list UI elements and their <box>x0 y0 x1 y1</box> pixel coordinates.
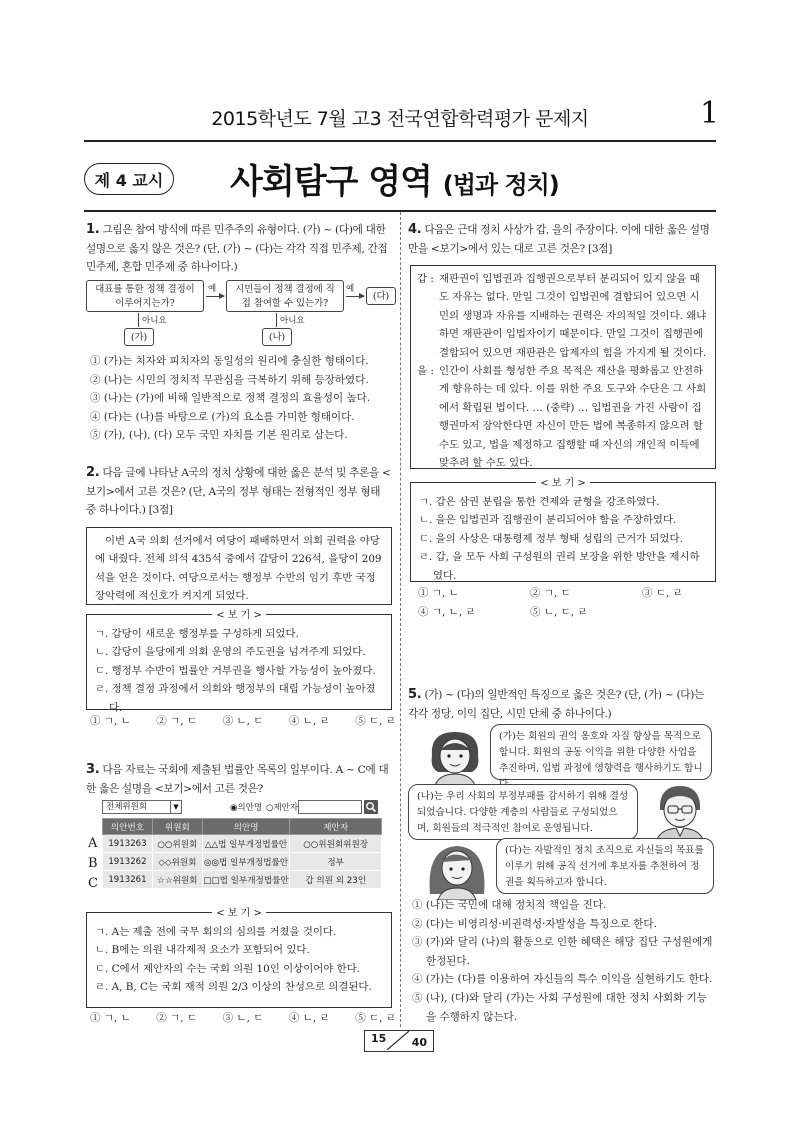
search-input[interactable] <box>298 800 362 814</box>
q4-eul-text: 인간이 사회를 형성한 주요 목적은 재산을 평화롭고 안전하게 향유하는 데 있다. 이를 위한 주요 도구와 수단은 그 사회에서 확립된 법이다. … (중략) … 입법권을 가진 사람이 집행권마저 장악한다면 자신이 만든 법에 복종하지 않으려 할 수도 있고, 법을 제정하고 집행할 때 자신의 개인적 이득에 맞추려 할 수도 있다. <box>439 365 707 470</box>
q3-bogi-title: < 보 기 > <box>87 905 391 923</box>
row-label-b: B <box>88 856 98 871</box>
q5-text: (가) ~ (다)의 일반적인 특징으로 옳은 것은? (단, (가) ~ (다)는 각각 정당, 이익 집단, 시민 단체 중 하나이다.) <box>408 689 704 720</box>
radio-proposer[interactable]: ○제안자 <box>266 803 299 813</box>
q3-bogi-item: ㄴ. B에는 의원 내각제적 요소가 포함되어 있다. <box>95 944 310 957</box>
q2-answer-4[interactable]: ④ ㄴ, ㄹ <box>288 715 330 727</box>
magnifier-icon <box>364 800 378 814</box>
q2-bogi-title: < 보 기 > <box>87 607 391 625</box>
table-cell: 정부 <box>290 853 382 871</box>
flow-result-da: (다) <box>366 287 396 305</box>
flow-label-yes2: 예 <box>346 284 355 294</box>
q4-bogi-item: ㄴ. 을은 입법권과 집행권이 분리되어야 함을 주장하였다. <box>419 514 677 527</box>
q4-bogi-item: ㄹ. 갑, 을 모두 사회 구성원의 권리 보장을 위한 방안을 제시하였다. <box>419 551 700 582</box>
q4-passage-box <box>410 265 716 469</box>
col-header: 의안번호 <box>103 819 153 835</box>
flow-down-line1 <box>138 313 139 327</box>
q2-answer-1[interactable]: ① ㄱ, ㄴ <box>90 715 131 727</box>
table-cell: 1913262 <box>103 853 153 871</box>
q4-number: 4. <box>408 222 422 237</box>
speech-bubble-da: (다)는 자발적인 정치 조직으로 자신들의 목표를 이루기 위해 공직 선거에 후보자를 추천하여 정권을 획득하고자 합니다. <box>496 838 714 894</box>
q4-gap-text: 재판권이 입법권과 집행권으로부터 분리되어 있지 않을 때도 자유는 없다. 만일 그것이 입법권에 결합되어 있으면 시민의 생명과 자유를 지배하는 권력은 자의적일 것이다. 왜냐하면 재판관이 입법자이기 때문이다. 만일 그것이 집행권에 결합되어 있으면 재판관은 압제자의 힘을 가지게 될 것이다. <box>439 273 707 359</box>
q5-option-5[interactable]: ⑤ (나), (다)와 달리 (가)는 사회 구성원에 대한 정치 사회화 기능을 수행하지 않는다. <box>412 991 707 1023</box>
table-cell: □□법 일부개정법률안 <box>202 871 290 889</box>
q4-answer-1[interactable]: ① ㄱ, ㄴ <box>418 587 459 599</box>
subject-sub: (법과 정치) <box>442 171 559 199</box>
q1-text: 그림은 참여 방식에 따른 민주주의 유형이다. (가) ~ (다)에 대한 설명으로 옳지 않은 것은? (단, (가) ~ (다)는 각각 직접 민주제, 간접 민주제, 혼합 민주제 중 하나이다.) <box>86 224 388 274</box>
q2-passage: 이번 A국 의회 선거에서 여당이 패배하면서 의회 권력을 야당에 내줬다. 전체 의석 435석 중에서 갑당이 226석, 을당이 209석을 얻은 것이다. 여당으로서는 행정부 수반의 임기 후반 국정 장악력에 적신호가 켜지게 되었다. <box>86 527 392 605</box>
q5-option-1[interactable]: ① (나)는 국민에 대해 정치적 책임을 진다. <box>412 899 607 911</box>
flow-box-representative: 대표를 통한 정책 결정이 이루어지는가? <box>86 280 204 312</box>
column-divider <box>400 212 401 1027</box>
q3-stem <box>86 761 392 798</box>
q4-answer-2[interactable]: ② ㄱ, ㄷ <box>530 587 571 599</box>
table-cell: ◎◎법 일부개정법률안 <box>202 853 290 871</box>
q4-answer-5[interactable]: ⑤ ㄴ, ㄷ, ㄹ <box>530 605 588 618</box>
row-label-c: C <box>88 876 98 891</box>
page-current: 15 <box>371 1032 387 1045</box>
col-header: 위원회 <box>152 819 202 835</box>
speech-bubble-na: (나)는 우리 사회의 부정부패를 감시하기 위해 결성되었습니다. 다양한 계층의 사람들로 구성되었으며, 회원들의 적극적인 참여로 운영됩니다. <box>408 784 638 840</box>
q4-answer-4[interactable]: ④ ㄱ, ㄴ, ㄹ <box>418 605 476 618</box>
subject-main: 사회탐구 영역 <box>230 162 432 202</box>
flow-box-direct: 시민들이 정책 결정에 직접 참여할 수 있는가? <box>226 280 344 312</box>
flow-label-yes1: 예 <box>208 284 217 294</box>
table-header-row <box>103 819 382 835</box>
exam-title: 2015학년도 7월 고3 전국연합학력평가 문제지 <box>211 108 589 130</box>
header-rule <box>84 140 716 142</box>
flow-label-no2: 아니요 <box>280 316 305 326</box>
q1-options <box>90 352 396 445</box>
q5-option-2[interactable]: ② (다)는 비영리성·비권력성·자발성을 특징으로 한다. <box>412 917 657 930</box>
q4-bogi-title: < 보 기 > <box>411 475 715 493</box>
q1-number: 1. <box>86 222 100 237</box>
q4-answers <box>418 584 718 621</box>
table-row[interactable] <box>103 853 382 871</box>
table-cell: 갑 의원 외 23인 <box>290 871 382 889</box>
table-cell: 1913263 <box>103 835 153 853</box>
q2-bogi-box <box>86 610 392 714</box>
q1-stem <box>86 221 392 277</box>
q3-answer-3[interactable]: ③ ㄴ, ㄷ <box>222 1012 264 1024</box>
q3-text: 다음 자료는 국회에 제출된 법률안 목록의 일부이다. A ~ C에 대한 옳은 설명을 <보기>에서 고른 것은? <box>86 764 389 795</box>
table-row[interactable] <box>103 835 382 853</box>
flow-arrow-yes1 <box>206 296 224 297</box>
q4-bogi-box <box>410 478 716 582</box>
page-counter <box>364 1030 434 1052</box>
q4-text: 다음은 근대 정치 사상가 갑, 을의 주장이다. 이에 대한 옳은 설명만을 <보기>에서 있는 대로 고른 것은? [3점] <box>408 224 710 255</box>
q3-bogi-item: ㄱ. A는 제출 전에 국무 회의의 심의를 거쳤을 것이다. <box>95 926 337 938</box>
col-header: 제안자 <box>290 819 382 835</box>
q2-answer-2[interactable]: ② ㄱ, ㄷ <box>156 715 198 727</box>
q1-option-3[interactable]: ③ (나)는 (가)에 비해 일반적으로 정책 결정의 효율성이 높다. <box>90 392 371 405</box>
table-cell: △△법 일부개정법률안 <box>202 835 290 853</box>
q5-stem <box>408 686 716 723</box>
q2-answers <box>90 712 396 731</box>
table-cell: ☆☆위원회 <box>152 871 202 889</box>
radio-bill-name[interactable]: ◉의안명 <box>230 803 263 813</box>
q2-answer-5[interactable]: ⑤ ㄷ, ㄹ <box>355 715 396 727</box>
q2-number: 2. <box>86 465 100 480</box>
flow-down-line2 <box>276 313 277 327</box>
q3-bill-table <box>102 818 382 889</box>
flow-label-no1: 아니요 <box>142 316 167 326</box>
q4-gap-statement <box>417 270 709 362</box>
q5-number: 5. <box>408 687 422 702</box>
q3-bogi-box <box>86 908 392 1008</box>
table-cell: 1913261 <box>103 871 153 889</box>
table-cell: ○○위원회 <box>152 835 202 853</box>
q3-toolbar <box>102 800 378 816</box>
search-button[interactable] <box>364 800 378 814</box>
row-label-a: A <box>88 836 98 851</box>
q5-option-3[interactable]: ③ (가)와 달리 (나)의 활동으로 인한 혜택은 해당 집단 구성원에게 한정된다. <box>412 936 713 967</box>
flow-result-ga: (가) <box>124 328 154 346</box>
q2-bogi-item: ㄷ. 행정부 수반이 법률안 거부권을 행사할 가능성이 높아졌다. <box>95 664 376 677</box>
q2-answer-3[interactable]: ③ ㄴ, ㄷ <box>222 715 264 727</box>
q1-flowchart <box>86 280 396 350</box>
q5-option-4[interactable]: ④ (가)는 (다)를 이용하여 자신들의 특수 이익을 실현하기도 한다. <box>412 973 713 986</box>
q3-answer-2[interactable]: ② ㄱ, ㄷ <box>156 1012 198 1024</box>
q2-text: 다음 글에 나타난 A국의 정치 상황에 대한 옳은 분석 및 추론을 <보기>에서 고른 것은? (단, A국의 정부 형태는 전형적인 정부 형태 중 하나이다.) [3점] <box>86 467 391 517</box>
speech-bubble-ga: (가)는 회원의 권익 옹호와 자질 향상을 목적으로 합니다. 회원의 공동 이익을 위한 다양한 사업을 추진하며, 입법 과정에 영향력을 행사하기도 합니 <box>490 724 712 780</box>
q1-option-4[interactable]: ④ (다)는 (나)를 바탕으로 (가)의 요소를 가미한 형태이다. <box>90 410 355 423</box>
committee-select-value: 전체위원회 <box>106 802 148 812</box>
q3-bogi-item: ㄷ. C에서 제안자의 수는 국회 의원 10인 이상이어야 한다. <box>95 962 360 975</box>
page-number: 1 <box>700 96 720 131</box>
q3-answer-4[interactable]: ④ ㄴ, ㄹ <box>288 1012 330 1024</box>
q3-number: 3. <box>86 762 100 777</box>
q4-answer-3[interactable]: ③ ㄷ, ㄹ <box>642 587 683 599</box>
q5-options <box>412 896 716 1026</box>
woman-avatar-icon <box>422 726 488 788</box>
q3-bogi-item: ㄹ. A, B, C는 국회 재적 의원 2/3 이상의 찬성으로 의결된다. <box>95 981 372 994</box>
q3-answer-5[interactable]: ⑤ ㄷ, ㄹ <box>355 1012 396 1024</box>
table-row[interactable] <box>103 871 382 889</box>
q1-option-5[interactable]: ⑤ (가), (나), (다) 모두 국민 자치를 기본 원리로 삼는다. <box>90 429 348 442</box>
girl-avatar-icon <box>422 838 492 900</box>
q3-answer-1[interactable]: ① ㄱ, ㄴ <box>90 1012 131 1024</box>
q2-stem <box>86 464 392 520</box>
q2-bogi-item: ㄱ. 갑당이 새로운 행정부를 구성하게 되었다. <box>95 628 299 640</box>
flow-arrow-yes2 <box>346 296 364 297</box>
q4-eul-statement <box>417 362 709 472</box>
table-cell: ◇◇위원회 <box>152 853 202 871</box>
q2-bogi-item: ㄹ. 정책 결정 과정에서 의회와 행정부의 대립 가능성이 높아졌다. <box>95 683 376 714</box>
subject-title <box>230 154 559 203</box>
flow-result-na: (나) <box>262 328 292 346</box>
q4-eul-label: 을 : <box>417 365 434 378</box>
man-avatar-icon <box>646 782 712 842</box>
q4-stem <box>408 221 716 258</box>
chevron-down-icon: ▼ <box>170 801 181 813</box>
q1-option-1[interactable]: ① (가)는 치자와 피치자의 동일성의 원리에 충실한 형태이다. <box>90 355 369 367</box>
q4-bogi-item: ㄱ. 갑은 삼권 분립을 통한 견제와 균형을 강조하였다. <box>419 496 660 508</box>
col-header: 의안명 <box>202 819 290 835</box>
page-total: 40 <box>411 1036 427 1049</box>
period-badge: 제 4 교시 <box>84 163 174 195</box>
table-cell: ○○위원회위원장 <box>290 835 382 853</box>
q2-bogi-item: ㄴ. 갑당이 을당에게 의회 운영의 주도권을 넘겨주게 되었다. <box>95 646 366 659</box>
q3-answers <box>90 1009 396 1028</box>
q4-bogi-item: ㄷ. 을의 사상은 대통령제 정부 형태 성립의 근거가 되었다. <box>419 532 683 545</box>
q4-gap-label: 갑 : <box>417 273 434 285</box>
q1-option-2[interactable]: ② (나)는 시민의 정치적 무관심을 극복하기 위해 등장하였다. <box>90 373 369 386</box>
committee-select[interactable] <box>102 800 182 814</box>
